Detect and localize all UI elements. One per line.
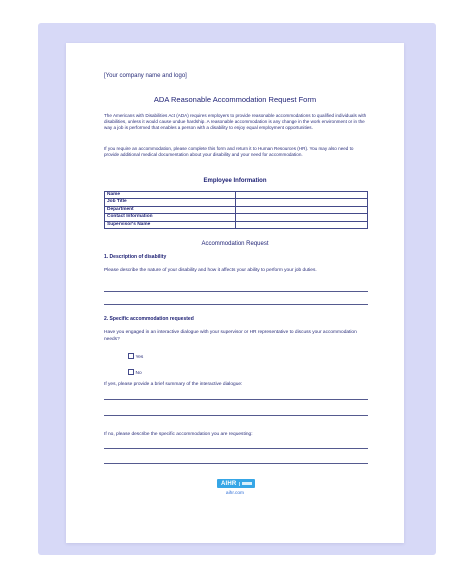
yes-followup-text: If yes, please provide a brief summary of the interactive dialogue: [104,382,243,387]
question-2-text: Have you engaged in an interactive dialogue with your supervisor or HR representative to discuss your accommodation needs? [104,330,357,342]
aihr-logo [217,479,255,488]
company-placeholder: [Your company name and logo] [104,73,187,79]
row-label-job-title: Job Title [105,199,236,206]
table-row [105,206,368,213]
supervisors-name-field[interactable] [236,221,368,228]
table-row [105,199,368,206]
name-field[interactable] [236,192,368,199]
instructions-paragraph: If you require an accommodation, please complete this form and return it to Human Resources (HR). You may also need to provide additional medical documentation about your disability and your need for accommodation. [104,146,354,157]
job-title-field[interactable] [236,199,368,206]
employee-information-heading: Employee Information [203,178,267,184]
no-label: No [135,371,142,377]
no-option[interactable] [128,369,142,376]
logo-tagline-mark [239,482,254,486]
yes-checkbox[interactable] [128,353,134,359]
contact-information-field[interactable] [236,214,368,221]
table-row [105,192,368,199]
row-label-contact-information: Contact Information [105,214,236,221]
question-1-text: Please describe the nature of your disability and how it affects your ability to perform your job duties. [104,268,317,273]
answer-line[interactable] [104,448,368,449]
answer-line[interactable] [104,463,368,464]
table-row [105,214,368,221]
answer-line[interactable] [104,291,368,292]
row-label-supervisors-name: Supervisor's Name [105,221,236,228]
no-followup-text: If no, please describe the specific accommodation you are requesting: [104,432,253,437]
accommodation-request-heading: Accommodation Request [201,241,269,247]
no-checkbox[interactable] [128,369,134,375]
logo-text: AIHR [221,480,237,487]
yes-option[interactable] [128,353,143,360]
table-row [105,221,368,228]
yes-label: Yes [135,355,144,361]
answer-line[interactable] [104,399,368,400]
intro-paragraph: The Americans with Disabilities Act (ADA) requires employers to provide reasonable accommodations to qualified individuals with disabilities, unless it would cause undue hardship. A reasonable accommodation is any change in the work environment or in the way a job is performed that enables a person with a disability to enjoy equal employment opportunities. [104,113,367,130]
document-page [66,43,404,543]
form-title: ADA Reasonable Accommodation Request Form [153,95,317,104]
question-1-title: 1. Description of disability [104,254,167,260]
answer-line[interactable] [104,304,368,305]
row-label-department: Department [105,206,236,213]
question-2-title: 2. Specific accommodation requested [104,316,194,322]
employee-information-table [104,191,368,229]
website-link[interactable]: aihr.com [225,491,245,496]
row-label-name: Name [105,192,236,199]
answer-line[interactable] [104,415,368,416]
department-field[interactable] [236,206,368,213]
